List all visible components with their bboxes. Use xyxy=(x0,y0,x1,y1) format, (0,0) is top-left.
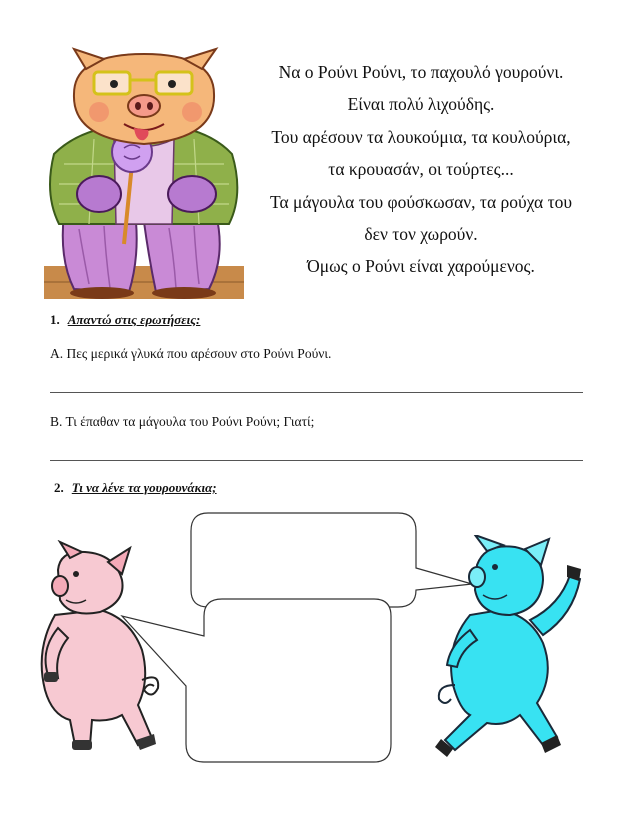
section-2-number: 2. xyxy=(54,480,64,495)
section-2-title: Τι να λένε τα γουρουνάκια; xyxy=(71,480,217,495)
blue-pig-illustration xyxy=(425,535,585,765)
poem-text xyxy=(246,56,596,283)
answer-line-b[interactable] xyxy=(50,460,583,461)
poem-line: Είναι πολύ λιχούδης. xyxy=(347,94,495,115)
section-2-heading xyxy=(54,480,217,496)
question-b: Β. Τι έπαθαν τα μάγουλα του Ρούνι Ρούνι; Γιατί; xyxy=(50,414,315,429)
answer-line-a[interactable] xyxy=(50,392,583,393)
chubby-pig-illustration xyxy=(44,44,244,299)
poem-line: Του αρέσουν τα λουκούμια, τα κουλούρια, xyxy=(271,126,571,147)
poem-line: Τα μάγουλα του φούσκωσαν, τα ρούχα του xyxy=(269,191,573,212)
question-a: Α. Πες μερικά γλυκά που αρέσουν στο Ρούνι Ρούνι. xyxy=(50,346,332,361)
section-1-heading xyxy=(50,312,200,328)
section-1-title: Απαντώ στις ερωτήσεις: xyxy=(67,312,201,327)
poem-line: Όμως ο Ρούνι είναι χαρούμενος. xyxy=(307,256,535,277)
poem-line: τα κρουασάν, οι τούρτες... xyxy=(328,159,514,180)
pink-pig-illustration xyxy=(30,540,170,765)
poem-line: δεν τον χωρούν. xyxy=(364,224,478,245)
poem-line: Να ο Ρούνι Ρούνι, το παχουλό γουρούνι. xyxy=(278,62,564,82)
section-1-number: 1. xyxy=(50,312,60,327)
